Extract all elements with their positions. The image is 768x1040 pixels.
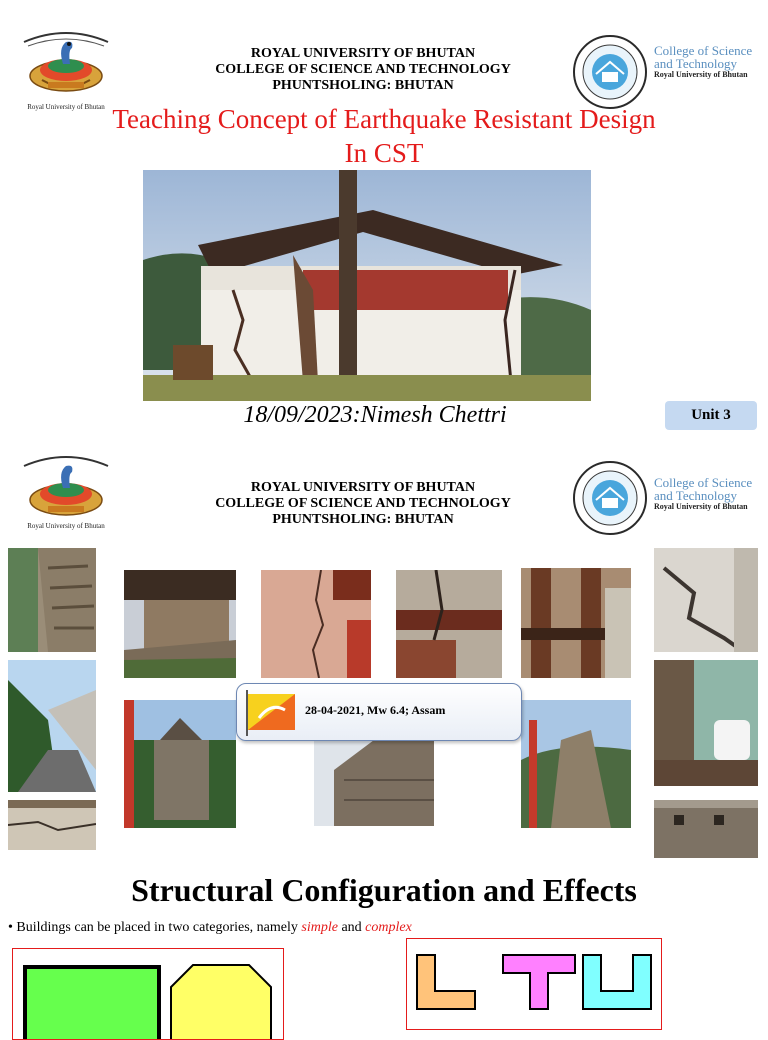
photo-interior-damage xyxy=(654,660,758,786)
rub-emblem-icon xyxy=(18,452,114,526)
cst-seal xyxy=(572,34,648,110)
photo-crack-closeup xyxy=(654,548,758,652)
and-word: and xyxy=(337,920,366,935)
title-line-1: Teaching Concept of Earthquake Resistant Design xyxy=(112,104,656,134)
photo-collapsed-chorten xyxy=(521,700,631,828)
photo-stone-house xyxy=(654,800,758,858)
photo-chorten xyxy=(124,700,236,828)
cst2-line-2: and Technology xyxy=(654,488,737,503)
header2-line-2: COLLEGE OF SCIENCE AND TECHNOLOGY xyxy=(215,496,511,511)
simple-word: simple xyxy=(301,920,338,935)
slide-2 xyxy=(0,440,768,860)
complex-shapes-box xyxy=(406,938,662,1030)
institution-header-2 xyxy=(170,480,556,528)
cst-wordmark xyxy=(654,44,766,79)
photo-damaged-corner xyxy=(396,570,502,678)
bullet-line xyxy=(8,920,708,936)
cst-seal-icon xyxy=(572,460,648,536)
damaged-building-photo xyxy=(143,170,591,401)
institution-header xyxy=(170,46,556,94)
photo-timber-frame xyxy=(521,568,631,678)
rub-logo-caption: Royal University of Bhutan xyxy=(27,103,105,111)
photo-landslide-road xyxy=(8,660,96,792)
cst-seal-2 xyxy=(572,460,648,536)
header2-line-1: ROYAL UNIVERSITY OF BHUTAN xyxy=(250,480,476,495)
lt-u-shapes-icon xyxy=(407,939,661,1029)
unit-badge[interactable]: Unit 3 xyxy=(665,401,757,430)
cst2-line-3: Royal University of Bhutan xyxy=(654,502,748,511)
event-label: 28-04-2021, Mw 6.4; Assam xyxy=(305,703,446,717)
cst-wordmark-line-1: College of Science xyxy=(654,43,753,58)
slide-1 xyxy=(0,0,768,440)
photo-stone-wall-left xyxy=(8,548,96,652)
cst-wordmark-line-3: Royal University of Bhutan xyxy=(654,70,748,79)
presentation-title xyxy=(40,102,728,170)
photo-cracked-plaster xyxy=(261,570,371,678)
simple-shapes-box xyxy=(12,948,284,1040)
cst-wordmark-line-2: and Technology xyxy=(654,56,737,71)
cst-wordmark-2 xyxy=(654,476,766,511)
header-line-3: PHUNTSHOLING: BHUTAN xyxy=(272,78,454,93)
complex-word: complex xyxy=(365,920,412,935)
header2-line-3: PHUNTSHOLING: BHUTAN xyxy=(272,512,454,527)
header-line-1: ROYAL UNIVERSITY OF BHUTAN xyxy=(250,46,476,61)
rub-emblem-icon xyxy=(18,28,114,102)
section-title: Structural Configuration and Effects xyxy=(131,872,637,908)
rub-logo-caption-2: Royal University of Bhutan xyxy=(27,522,105,530)
slide-3 xyxy=(0,860,768,1024)
bhutan-flag-icon xyxy=(243,688,299,738)
bullet-text: Buildings can be placed in two categories, namely xyxy=(16,920,302,935)
photo-stone-building xyxy=(314,740,434,826)
rub-logo-2 xyxy=(18,452,114,526)
rub-logo xyxy=(18,28,114,102)
date-author: 18/09/2023:Nimesh Chettri xyxy=(243,402,507,428)
cst2-line-1: College of Science xyxy=(654,475,753,490)
bullet-dot: • xyxy=(8,920,17,935)
event-callout xyxy=(236,683,522,741)
photo-cracked-wall-left xyxy=(8,800,96,850)
simple-shapes-icon xyxy=(13,949,283,1039)
title-line-2: In CST xyxy=(344,138,424,168)
cst-seal-icon xyxy=(572,34,648,110)
header-line-2: COLLEGE OF SCIENCE AND TECHNOLOGY xyxy=(215,62,511,77)
photo-collapsed-house xyxy=(124,570,236,678)
